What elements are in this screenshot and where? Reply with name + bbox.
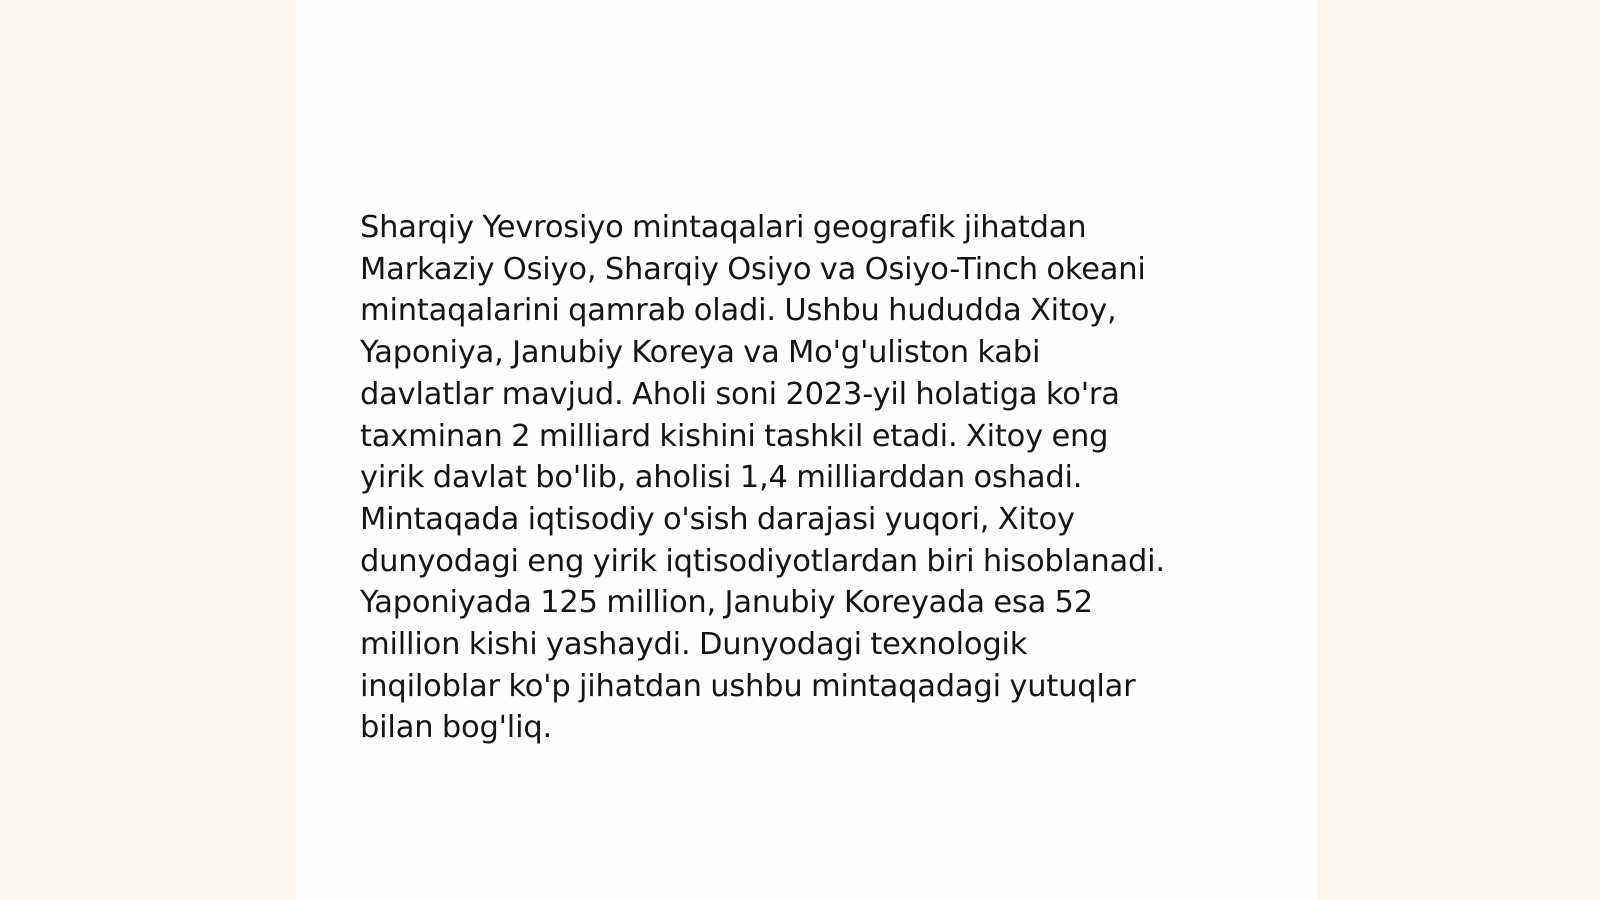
paragraph-line: bilan bog'liq. <box>360 710 552 746</box>
paragraph-line: mintaqalarini qamrab oladi. Ushbu hududda Xitoy, <box>360 293 1117 329</box>
paragraph-line: taxminan 2 milliard kishini tashkil etadi. Xitoy eng <box>360 418 1109 454</box>
paragraph-line: yirik davlat bo'lib, aholisi 1,4 milliarddan oshadi. <box>360 460 1083 496</box>
paragraph-line: davlatlar mavjud. Aholi soni 2023-yil holatiga ko'ra <box>360 376 1120 412</box>
paragraph-line: inqiloblar ko'p jihatdan ushbu mintaqadagi yutuqlar <box>360 668 1136 704</box>
paragraph-line: Mintaqada iqtisodiy o'sish darajasi yuqori, Xitoy <box>360 501 1075 537</box>
document-page <box>296 0 1318 900</box>
paragraph-line: Yaponiyada 125 million, Janubiy Koreyada esa 52 <box>360 585 1093 621</box>
paragraph-line: Markaziy Osiyo, Sharqiy Osiyo va Osiyo-Tinch okeani <box>360 251 1146 287</box>
paragraph-line: Yaponiya, Janubiy Koreya va Mo'g'uliston kabi <box>360 335 1041 371</box>
paragraph-line: Sharqiy Yevrosiyo mintaqalari geografik jihatdan <box>360 210 1087 245</box>
body-paragraph <box>360 207 1260 749</box>
paragraph-line: million kishi yashaydi. Dunyodagi texnologik <box>360 627 1028 663</box>
paragraph-line: dunyodagi eng yirik iqtisodiyotlardan biri hisoblanadi. <box>360 543 1165 579</box>
